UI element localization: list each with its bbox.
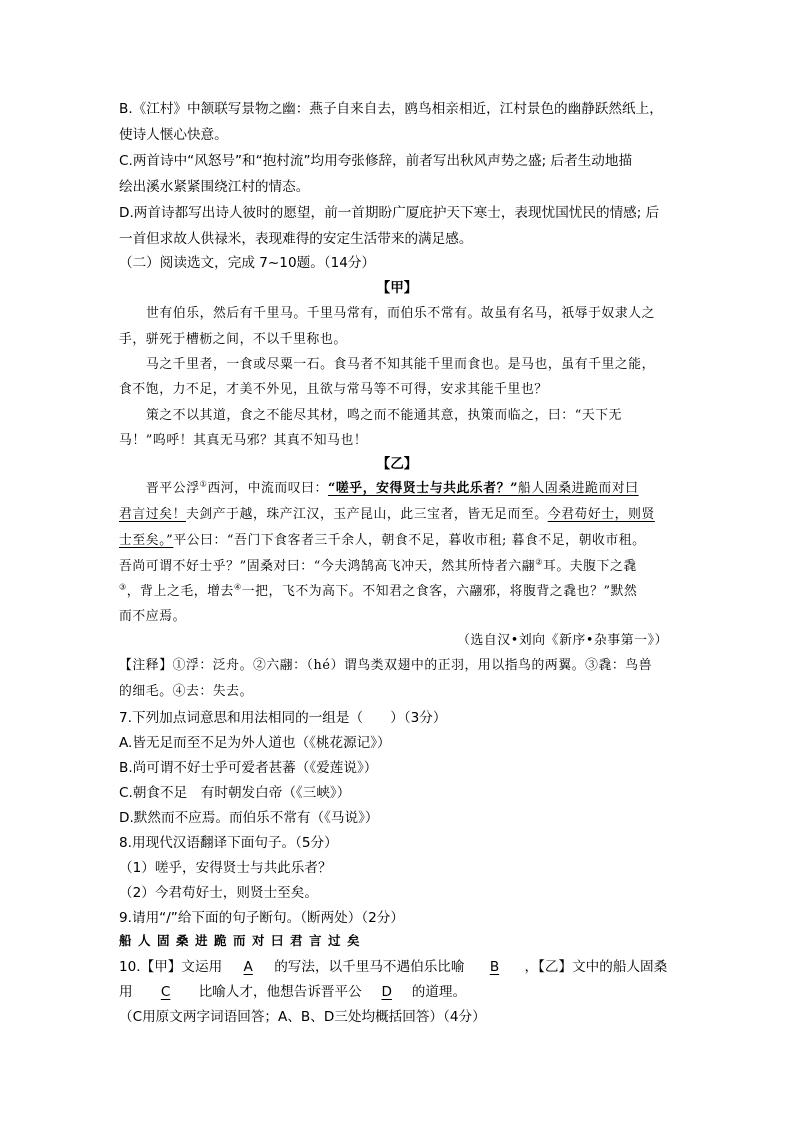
q9-sentence: 船人固桑进跪而对曰君言过矣 [119, 933, 367, 948]
option-b-line1: B.《江村》中颔联写景物之幽：燕子自来自去，鸥鸟相亲相近，江村景色的幽静跃然纸上， [119, 101, 663, 117]
note-ref-3: ③ [119, 582, 127, 592]
blank-d: D [381, 984, 392, 1000]
option-c-line2: 绘出溪水紧紧围绕江村的情态。 [119, 179, 310, 195]
yi-underlined-sentence-2: 今君苟好士，则贤 [547, 507, 655, 522]
q10-line2-text-a: 用 [119, 984, 133, 1000]
blank-a: A [243, 959, 253, 975]
q10-line1-text-b: 的写法，以千里马不遇伯乐比喻 [274, 959, 465, 975]
passage-yi-label: 【乙】 [376, 456, 418, 472]
yi-line1-text-b: 西河，中流而叹曰： [207, 481, 328, 496]
jia-p1-line2: 手，骈死于槽枥之间，不以千里称也。 [119, 332, 347, 347]
q10-line1-text-a: 10.【甲】文运用 [119, 959, 223, 975]
blank-c: C [160, 984, 171, 1000]
q9-stem: 9.请用“/”给下面的句子断句。（断两处）（2分） [119, 910, 404, 926]
yi-underlined-sentence-1: “嗟乎，安得贤士与共此乐者？” [327, 481, 519, 496]
yi-line3-text: 平公曰：“吾门下食客者三千余人，朝食不足，暮收市租; 暮食不足，朝收市租。 [173, 533, 646, 548]
q7-option-d: D.默然而不应焉。而伯乐不常有（《马说》） [119, 810, 379, 826]
yi-line3 [119, 529, 646, 548]
yi-line1-text-c: 船人固桑进跪而对曰 [518, 481, 639, 496]
yi-line5 [119, 580, 637, 599]
note-ref-2: ② [535, 557, 543, 567]
q10-line3: （C用原文两字词语回答；A、B、D三处均概括回答）（4分） [119, 1009, 486, 1025]
q10-line2-text-c: 的道理。 [411, 984, 467, 1000]
jia-p2-line2: 食不饱，力不足，才美不外见，且欲与常马等不可得，安求其能千里也？ [119, 382, 548, 397]
jia-p3-line2: 马！”呜呼！其真无马邪？其真不知马也！ [119, 433, 368, 448]
q10-line1-text-c: ，【乙】文中的船人固桑 [524, 959, 668, 975]
jia-p3-line1: 策之不以其道，食之不能尽其材，鸣之而不能通其意，执策而临之，曰：“天下无 [146, 408, 623, 423]
yi-line2 [119, 503, 655, 522]
yi-line1 [146, 477, 639, 496]
note-ref-1: ① [199, 479, 208, 489]
yi-line3-underlined: 士至矣。” [119, 533, 174, 548]
q8-sentence-2: （2）今君苟好士，则贤士至矣。 [119, 885, 318, 901]
yi-line6: 而不应焉。 [119, 609, 186, 624]
yi-line5-text-a: ，背上之毛，增去 [126, 584, 234, 599]
blank-b: B [489, 959, 500, 975]
option-b-line2: 使诗人惬心快意。 [119, 127, 228, 143]
q8-sentence-1: （1）嗟乎，安得贤士与共此乐者？ [119, 860, 332, 876]
section-heading: （二）阅读选文，完成 7~10题。（14分） [119, 255, 376, 271]
passage-jia-label: 【甲】 [376, 280, 418, 296]
jia-p1-line1: 世有伯乐，然后有千里马。千里马常有，而伯乐不常有。故虽有名马，祇辱于奴隶人之 [146, 306, 656, 321]
q10-line2-text-b: 比喻人才，他想告诉晋平公 [198, 984, 362, 1000]
yi-line2-underlined-a: 君言过矣！ [119, 507, 186, 522]
note-ref-4: ④ [233, 582, 242, 592]
option-c-line1: C.两首诗中“风怒号”和“抱村流”均用夸张修辞，前者写出秋风声势之盛; 后者生动地描 [119, 153, 633, 169]
yi-line4-text-b: 耳。夫腹下之毳 [542, 559, 637, 574]
notes-line1: 【注释】①浮：泛舟。②六翮：（hé）谓鸟类双翅中的正羽，用以指鸟的两翼。③毳：鸟兽 [119, 658, 653, 673]
q10-line1 [119, 955, 667, 975]
option-d-line1: D.两首诗都写出诗人彼时的愿望，前一首期盼广厦庇护天下寒士，表现忧国忧民的情感; 后 [119, 205, 660, 221]
q7-stem: 7.下列加点词意思和用法相同的一组是（ ）（3分） [119, 710, 447, 726]
q7-option-a: A.皆无足而至不足为外人道也（《桃花源记》） [119, 735, 391, 751]
q7-option-b: B.尚可谓不好士乎可爱者甚蕃（《爱莲说》） [119, 760, 378, 776]
notes-line2: 的细毛。④去：失去。 [119, 684, 253, 699]
yi-line2-text: 夫剑产于越，珠产江汉，玉产昆山，此三宝者，皆无足而至。 [185, 507, 548, 522]
yi-source: （选自汉•刘向《新序•杂事第一》） [457, 633, 668, 648]
option-d-line2: 一首但求故人供禄米，表现难得的安定生活带来的满足感。 [119, 231, 473, 247]
q7-option-c: C.朝食不足 有时朝发白帝（《三峡》） [119, 785, 351, 801]
yi-line4-text-a: 吾尚可谓不好士乎？”固桑对曰：“今夫鸿鹄高飞冲天，然其所恃者六翮 [119, 559, 536, 574]
q8-stem: 8.用现代汉语翻译下面句子。（5分） [119, 835, 338, 851]
yi-line5-text-b: 一把，飞不为高下。不知君之食客，六翮邪，将腹背之毳也？”默然 [241, 584, 638, 599]
jia-p2-line1: 马之千里者，一食或尽粟一石。食马者不知其能千里而食也。是马也，虽有千里之能， [146, 357, 656, 372]
q10-line2 [119, 980, 466, 1000]
yi-line1-text-a: 晋平公浮 [146, 481, 200, 496]
yi-line4 [119, 555, 637, 574]
